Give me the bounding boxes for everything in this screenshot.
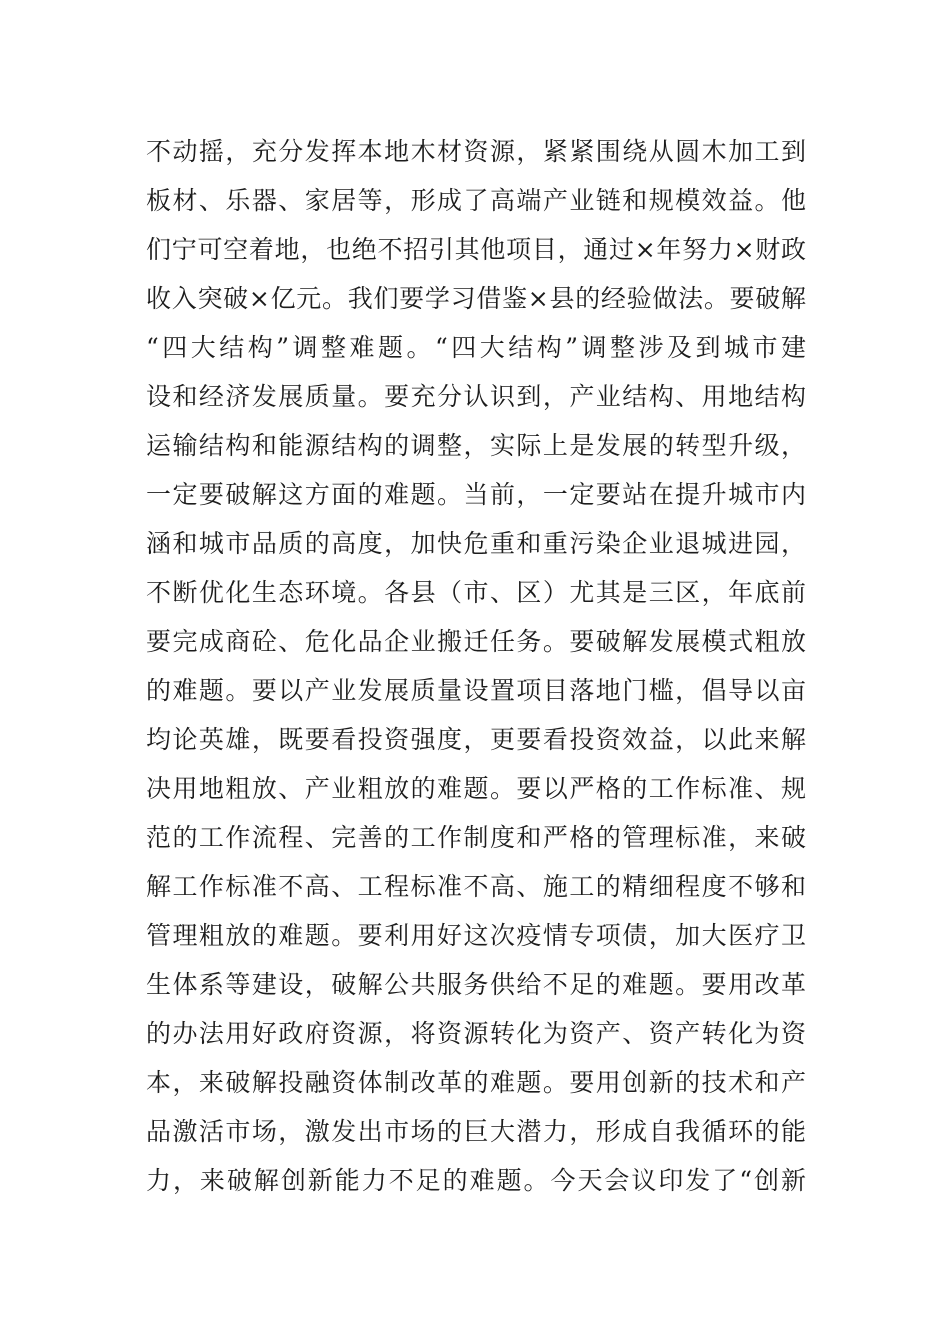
text-line-7: 运输结构和能源结构的调整，实际上是发展的转型升级，	[146, 431, 806, 460]
text-line-6: 设和经济发展质量。要充分认识到，产业结构、用地结构	[146, 382, 806, 411]
text-line-11: 要完成商砼、危化品企业搬迁任务。要破解发展模式粗放	[146, 627, 806, 656]
text-line-19: 的办法用好政府资源，将资源转化为资产、资产转化为资	[146, 1019, 806, 1048]
text-line-12: 的难题。要以产业发展质量设置项目落地门槛，倡导以亩	[146, 676, 806, 705]
text-line-20: 本，来破解投融资体制改革的难题。要用创新的技术和产	[146, 1068, 806, 1097]
text-line-17: 管理粗放的难题。要利用好这次疫情专项债，加大医疗卫	[146, 921, 806, 950]
text-line-5: “四大结构”调整难题。“四大结构”调整涉及到城市建	[146, 333, 806, 362]
body-text	[146, 132, 806, 1210]
text-line-22: 力，来破解创新能力不足的难题。今天会议印发了“创新	[146, 1166, 806, 1195]
text-line-16: 解工作标准不高、工程标准不高、施工的精细程度不够和	[146, 872, 806, 901]
text-line-18: 生体系等建设，破解公共服务供给不足的难题。要用改革	[146, 970, 806, 999]
text-line-21: 品激活市场，激发出市场的巨大潜力，形成自我循环的能	[146, 1117, 806, 1146]
text-line-4: 收入突破×亿元。我们要学习借鉴×县的经验做法。要破解	[146, 284, 806, 313]
text-line-13: 均论英雄，既要看投资强度，更要看投资效益，以此来解	[146, 725, 806, 754]
text-line-3: 们宁可空着地，也绝不招引其他项目，通过×年努力×财政	[146, 235, 806, 264]
text-line-2: 板材、乐器、家居等，形成了高端产业链和规模效益。他	[146, 186, 806, 215]
text-line-14: 决用地粗放、产业粗放的难题。要以严格的工作标准、规	[146, 774, 806, 803]
text-line-10: 不断优化生态环境。各县（市、区）尤其是三区，年底前	[146, 578, 806, 607]
text-line-9: 涵和城市品质的高度，加快危重和重污染企业退城进园，	[146, 529, 806, 558]
text-line-1: 不动摇，充分发挥本地木材资源，紧紧围绕从圆木加工到	[146, 137, 806, 166]
text-line-15: 范的工作流程、完善的工作制度和严格的管理标准，来破	[146, 823, 806, 852]
text-line-8: 一定要破解这方面的难题。当前，一定要站在提升城市内	[146, 480, 806, 509]
